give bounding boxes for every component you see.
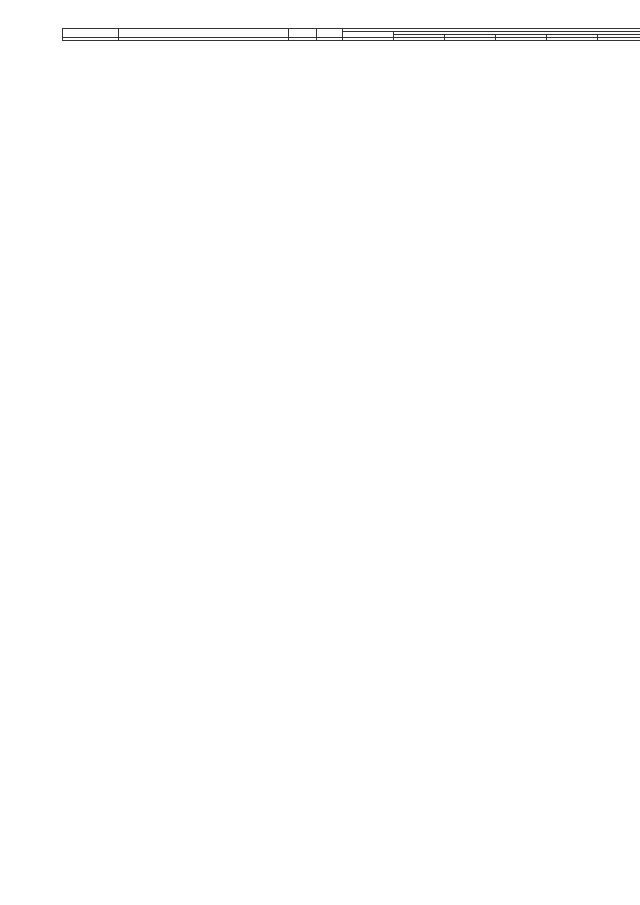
header-code	[63, 29, 119, 38]
column-number	[496, 38, 547, 41]
column-number	[445, 38, 496, 41]
column-number-row	[63, 38, 640, 41]
column-number	[343, 38, 394, 41]
column-number	[598, 38, 640, 41]
column-number	[394, 38, 445, 41]
page-number	[0, 14, 640, 24]
column-number	[63, 38, 119, 41]
header-unit	[289, 29, 317, 38]
header-name	[119, 29, 289, 38]
price-table	[62, 28, 640, 41]
header-mass	[317, 29, 343, 38]
column-number	[119, 38, 289, 41]
column-number	[547, 38, 598, 41]
column-number	[289, 38, 317, 41]
column-number	[317, 38, 343, 41]
